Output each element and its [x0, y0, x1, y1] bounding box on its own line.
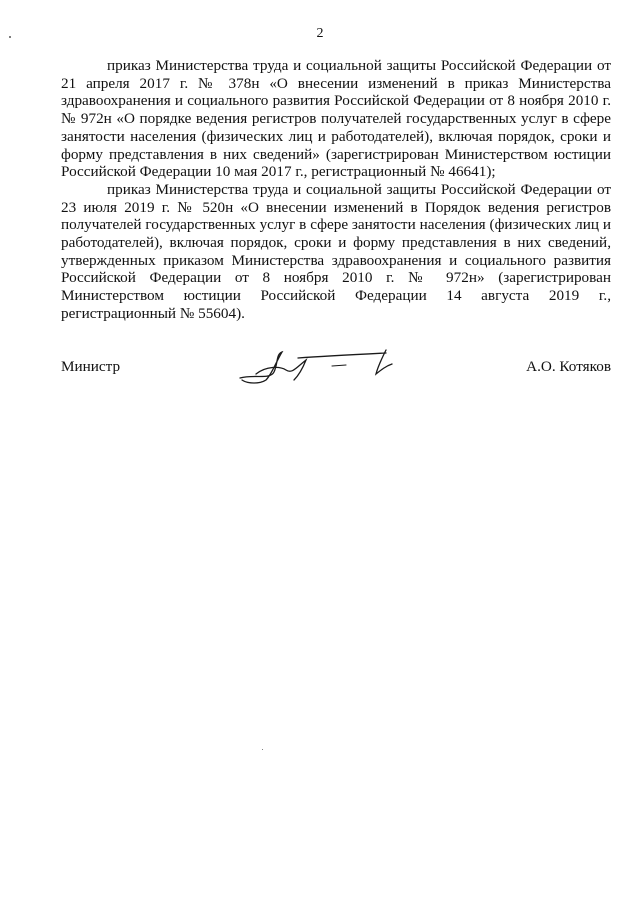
- page-number: 2: [316, 26, 324, 41]
- paragraph-order-520n: приказ Министерства труда и социальной защиты Российской Федерации от 23 июля 2019 г. № 520н «О внесении изменений в Порядок ведения регистров получателей государственных услуг в сфере занятости населения (физических лиц и работодателей), включая порядок, сроки и форму представления в них сведений, утвержденных приказом Министерства здравоохранения и социального развития Российской Федерации от 8 ноября 2010 г. № 972н» (зарегистрирован Министерством юстиции Российской Федерации 14 августа 2019 г., регистрационный № 55604).: [61, 180, 611, 322]
- document-body: [61, 57, 611, 323]
- paragraph-order-378n: приказ Министерства труда и социальной защиты Российской Федерации от 21 апреля 2017 г. № 378н «О внесении изменений в приказ Министерства здравоохранения и социального развития Российской Федерации от 8 ноября 2010 г. № 972н «О порядке ведения регистров получателей государственных услуг в сфере занятости населения (физических лиц и работодателей), включая порядок, сроки и форму представления в них сведений» (зарегистрирован Министерством юстиции Российской Федерации 10 мая 2017 г., регистрационный № 46641);: [61, 57, 611, 181]
- scan-speck: [262, 749, 263, 750]
- signatory-title: Министр: [61, 358, 121, 375]
- handwritten-signature: [236, 344, 396, 390]
- signatory-name: А.О. Котяков: [526, 358, 611, 375]
- signature-block: [61, 352, 611, 402]
